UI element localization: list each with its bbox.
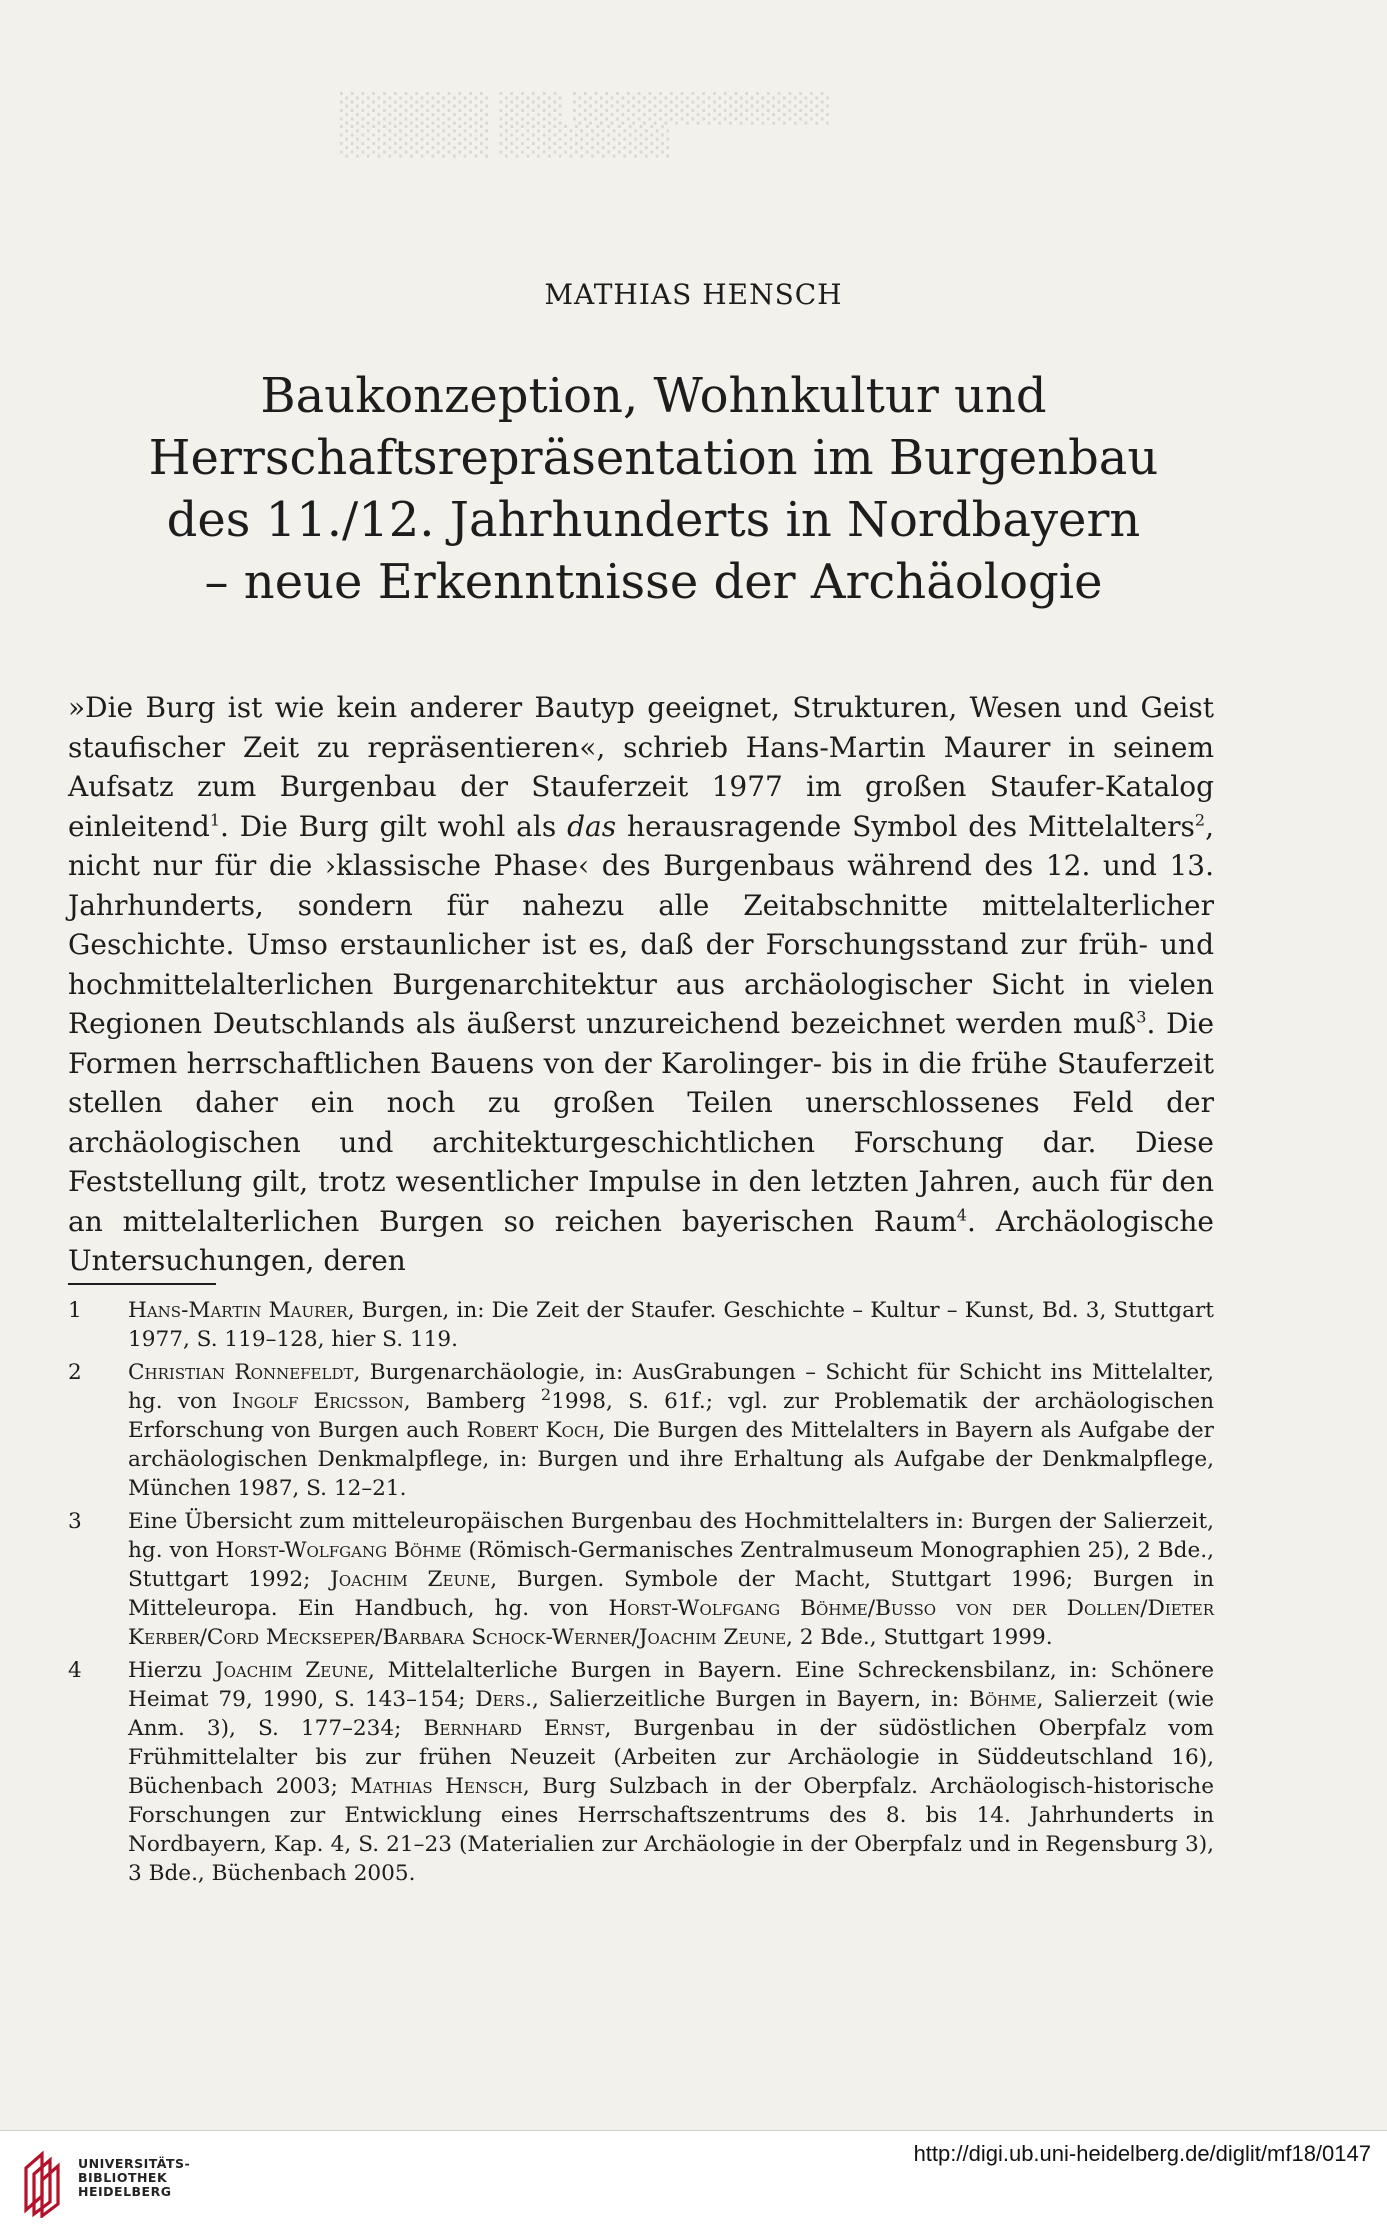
author-ref: Böhme <box>969 1687 1037 1712</box>
title-line: Baukonzeption, Wohnkultur und <box>260 368 1047 424</box>
footnote-text: (Römisch-Germanisches Zentralmuseum Monographien 25), 2 Bde., Stuttgart 1992; <box>128 1538 1214 1592</box>
library-name-line: UNIVERSITÄTS- <box>78 2156 191 2171</box>
library-logo-icon <box>20 2146 68 2218</box>
author-ref: Joachim Zeune <box>214 1658 368 1683</box>
footnote <box>68 1507 1214 1652</box>
title-line: des 11./12. Jahrhunderts in Nordbayern <box>166 492 1141 548</box>
footnote-text: , Burgen. Symbole der Macht, Stuttgart 1996; Burgen in Mitteleuropa. Ein Handbuch, hg. von <box>128 1567 1214 1621</box>
author-ref: Horst-Wolfgang Böhme/Busso von der Dollen/Dieter Kerber/Cord Meckseper/Barbara Schock-Werner/Joachim Zeune <box>128 1596 1214 1650</box>
footnote-number: 2 <box>68 1360 82 1385</box>
footnote-ref[interactable]: 4 <box>956 1205 967 1225</box>
footnote-ref[interactable]: 1 <box>209 810 221 830</box>
footnote-ref[interactable]: 3 <box>1136 1007 1147 1027</box>
footnotes <box>68 1296 1214 1892</box>
footnote <box>68 1296 1214 1354</box>
footnote-text: 1998, S. 61f.; vgl. zur Problematik der archäologischen Erforschung von Burgen auch <box>128 1389 1215 1443</box>
article-title <box>60 365 1247 613</box>
body-paragraph <box>68 688 1214 1281</box>
bleed-through-text: ░░░░░░░ ░░░ ░░░░░░░░░░░░ ░░░░░░░ ░░░░░░░░ <box>340 92 832 158</box>
footnote-number: 3 <box>68 1509 82 1534</box>
footnote-text: , Burgenarchäologie, in: AusGrabungen – Schicht für Schicht ins Mittelalter, hg. von <box>128 1360 1214 1414</box>
edition-superscript: 2 <box>540 1384 552 1404</box>
author-ref: Horst-Wolfgang Böhme <box>215 1538 462 1563</box>
footnote-text: , Salierzeitliche Burgen in Bayern, in: <box>531 1687 969 1712</box>
footnote-text: , Burgenbau in der südöstlichen Oberpfalz vom Frühmittelalter bis zur frühen Neuzeit (Arbeiten zur Archäologie in Süddeutschland 16), Büchenbach 2003; <box>128 1716 1214 1799</box>
body-text-segment: , nicht nur für die ›klassische Phase‹ des Burgenbaus während des 12. und 13. Jahrhunderts, sondern für nahezu alle Zeitabschnitte mittelalterlicher Geschichte. Umso erstaunlicher ist es, daß der Forschungsstand zur früh- und hochmittelalterlichen Burgenarchitektur aus archäologischer Sicht in vielen Regionen Deutschlands als äußerst unzureichend bezeichnet werden muß <box>68 809 1214 1040</box>
author-ref: Mathias Hensch <box>350 1774 523 1799</box>
author-ref: Ders. <box>475 1687 532 1712</box>
footnote-text: , Bamberg <box>403 1389 541 1414</box>
body-text-segment: . Archäologische Untersuchungen, deren <box>68 1204 1214 1277</box>
body-text-segment: »Die Burg ist wie kein anderer Bautyp geeignet, Strukturen, Wesen und Geist staufischer Zeit zu repräsentieren«, schrieb Hans-Martin Maurer in seinem Aufsatz zum Burgenbau der Stauferzeit 1977 im großen Staufer-Katalog einleitend <box>68 691 1214 843</box>
author-ref: Joachim Zeune <box>330 1567 491 1592</box>
library-name <box>78 2157 190 2199</box>
footnote-text: , Salierzeit (wie Anm. 3), S. 177–234; <box>128 1687 1214 1741</box>
body-text-segment: . Die Burg gilt wohl als <box>220 809 568 843</box>
library-name-line: HEIDELBERG <box>78 2184 172 2199</box>
title-line: Herrschaftsrepräsentation im Burgenbau <box>148 430 1159 486</box>
footnote-number: 1 <box>68 1298 82 1323</box>
footnote-text: , Burg Sulzbach in der Oberpfalz. Archäologisch-historische Forschungen zur Entwicklung eines Herrschaftszentrums des 8. bis 14. Jahrhunderts in Nordbayern, Kap. 4, S. 21–23 (Materialien zur Archäologie in der Oberpfalz und in Regensburg 3), 3 Bde., Büchenbach 2005. <box>128 1774 1214 1886</box>
footnote-text: , Burgen, in: Die Zeit der Staufer. Geschichte – Kultur – Kunst, Bd. 3, Stuttgart 1977, S. 119–128, hier S. 119. <box>128 1298 1214 1352</box>
author-ref: Robert Koch <box>466 1418 599 1443</box>
author-ref: Bernhard Ernst <box>423 1716 605 1741</box>
footnote-ref[interactable]: 2 <box>1194 810 1206 830</box>
author-ref: Hans-Martin Maurer <box>128 1298 348 1323</box>
body-text-segment: . Die Formen herrschaftlichen Bauens von der Karolinger- bis in die frühe Stauferzeit stellen daher ein noch zu großen Teilen unerschlossenes Feld der archäologischen und architekturgeschichtlichen Forschung dar. Diese Feststellung gilt, trotz wesentlicher Impulse in den letzten Jahren, auch für den an mittelalterlichen Burgen so reichen bayerischen Raum <box>68 1007 1215 1238</box>
footnote-text: , Mittelalterliche Burgen in Bayern. Eine Schreckensbilanz, in: Schönere Heimat 79, 1990, S. 143–154; <box>128 1658 1214 1712</box>
emphasis: das <box>567 809 617 843</box>
author-ref: Ingolf Ericsson <box>232 1389 404 1414</box>
footnote-separator <box>68 1283 216 1285</box>
author-name: MATHIAS HENSCH <box>544 278 843 311</box>
library-name-line: BIBLIOTHEK <box>78 2170 168 2185</box>
title-line: – neue Erkenntnisse der Archäologie <box>204 554 1103 610</box>
body-text-segment: herausragende Symbol des Mittelalters <box>616 809 1195 843</box>
footnote <box>68 1656 1214 1888</box>
footnote-text: Hierzu <box>128 1658 215 1683</box>
footnote <box>68 1358 1214 1503</box>
author-ref: Christian Ronnefeldt <box>128 1360 354 1385</box>
permalink-url[interactable]: http://digi.ub.uni-heidelberg.de/diglit/mf18/0147 <box>913 2141 1371 2166</box>
footnote-text: Eine Übersicht zum mitteleuropäischen Burgenbau des Hochmittelalters in: Burgen der Salierzeit, hg. von <box>128 1509 1214 1563</box>
footer-bar <box>0 2130 1387 2234</box>
footnote-text: , 2 Bde., Stuttgart 1999. <box>786 1625 1053 1650</box>
footnote-text: , Die Burgen des Mittelalters in Bayern als Aufgabe der archäologischen Denkmalpflege, in: Burgen und ihre Erhaltung als Aufgabe der Denkmalpflege, München 1987, S. 12–21. <box>128 1418 1214 1501</box>
footnote-number: 4 <box>68 1658 82 1683</box>
